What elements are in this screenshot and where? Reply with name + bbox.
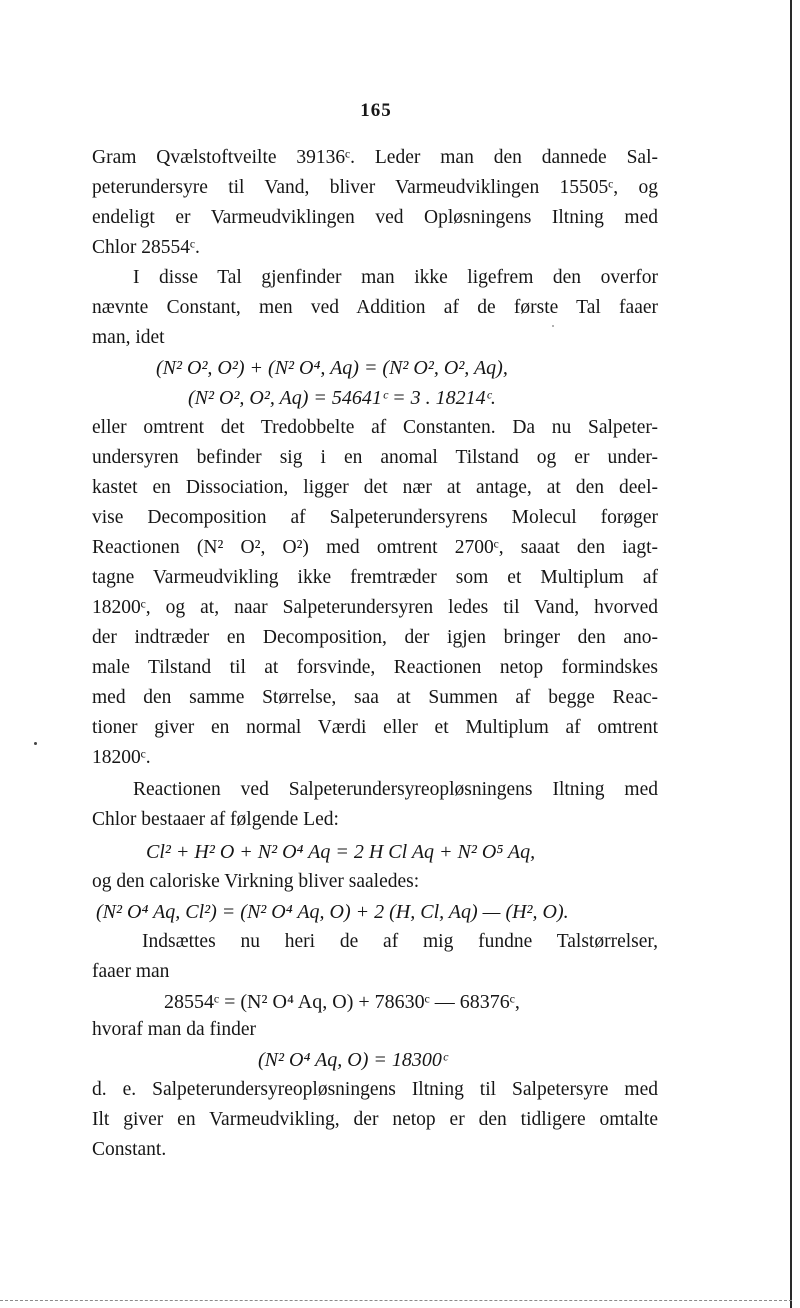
text-line-2: peterundersyre til Vand, bliver Varmeudviklingen 15505ᶜ, og xyxy=(92,177,658,198)
formula-1: (N² O², O²) + (N² O⁴, Aq) = (N² O², O², Aq), xyxy=(156,357,508,379)
text-line-21: Chlor bestaaer af følgende Led: xyxy=(92,809,339,830)
page-edge-bottom xyxy=(0,1300,792,1301)
text-line-8: eller omtrent det Tredobbelte af Constanten. Da nu Salpeter- xyxy=(92,417,658,438)
text-line-18: tioner giver en normal Værdi eller et Multiplum af omtrent xyxy=(92,717,658,738)
formula-5: 28554ᶜ = (N² O⁴ Aq, O) + 78630ᶜ — 68376ᶜ, xyxy=(164,991,520,1013)
text-line-24: faaer man xyxy=(92,961,170,982)
text-line-27: Ilt giver en Varmeudvikling, der netop er den tidligere omtalte xyxy=(92,1109,658,1130)
paper-speck xyxy=(552,325,554,327)
text-line-7: man, idet xyxy=(92,327,165,348)
text-line-16: male Tilstand til at forsvinde, Reactionen netop formindskes xyxy=(92,657,658,678)
page-edge-right xyxy=(790,0,792,1308)
text-line-25: hvoraf man da finder xyxy=(92,1019,257,1040)
text-line-6: nævnte Constant, men ved Addition af de første Tal faaer xyxy=(92,297,658,318)
text-line-22: og den caloriske Virkning bliver saaledes: xyxy=(92,871,420,892)
text-line-23: Indsættes nu heri de af mig fundne Talstørrelser, xyxy=(142,931,658,952)
text-line-12: Reactionen (N² O², O²) med omtrent 2700ᶜ, saaat den iagt- xyxy=(92,537,658,558)
text-line-1: Gram Qvælstoftveilte 39136ᶜ. Leder man den dannede Sal- xyxy=(92,147,658,168)
formula-2: (N² O², O², Aq) = 54641ᶜ = 3 . 18214ᶜ. xyxy=(188,387,496,409)
text-line-3: endeligt er Varmeudviklingen ved Opløsningens Iltning med xyxy=(92,207,658,228)
text-line-9: undersyren befinder sig i en anomal Tilstand og er under- xyxy=(92,447,658,468)
formula-6: (N² O⁴ Aq, O) = 18300ᶜ xyxy=(258,1049,448,1071)
text-line-19: 18200ᶜ. xyxy=(92,747,151,768)
text-line-26: d. e. Salpeterundersyreopløsningens Iltning til Salpetersyre med xyxy=(92,1079,658,1100)
text-line-11: vise Decomposition af Salpeterundersyrens Molecul forøger xyxy=(92,507,658,528)
text-line-17: med den samme Størrelse, saa at Summen af begge Reac- xyxy=(92,687,658,708)
page-number: 165 xyxy=(360,100,392,121)
text-line-10: kastet en Dissociation, ligger det nær at antage, at den deel- xyxy=(92,477,658,498)
text-line-15: der indtræder en Decomposition, der igjen bringer den ano- xyxy=(92,627,658,648)
paper-speck xyxy=(34,742,37,745)
text-line-14: 18200ᶜ, og at, naar Salpeterundersyren ledes til Vand, hvorved xyxy=(92,597,658,618)
formula-4: (N² O⁴ Aq, Cl²) = (N² O⁴ Aq, O) + 2 (H, Cl, Aq) — (H², O). xyxy=(96,901,569,923)
text-line-13: tagne Varmeudvikling ikke fremtræder som et Multiplum af xyxy=(92,567,658,588)
text-line-5: I disse Tal gjenfinder man ikke ligefrem den overfor xyxy=(133,267,658,288)
formula-3: Cl² + H² O + N² O⁴ Aq = 2 H Cl Aq + N² O⁵ Aq, xyxy=(146,841,536,863)
text-line-20: Reactionen ved Salpeterundersyreopløsningens Iltning med xyxy=(133,779,658,800)
text-line-4: Chlor 28554ᶜ. xyxy=(92,237,200,258)
text-line-28: Constant. xyxy=(92,1139,167,1160)
